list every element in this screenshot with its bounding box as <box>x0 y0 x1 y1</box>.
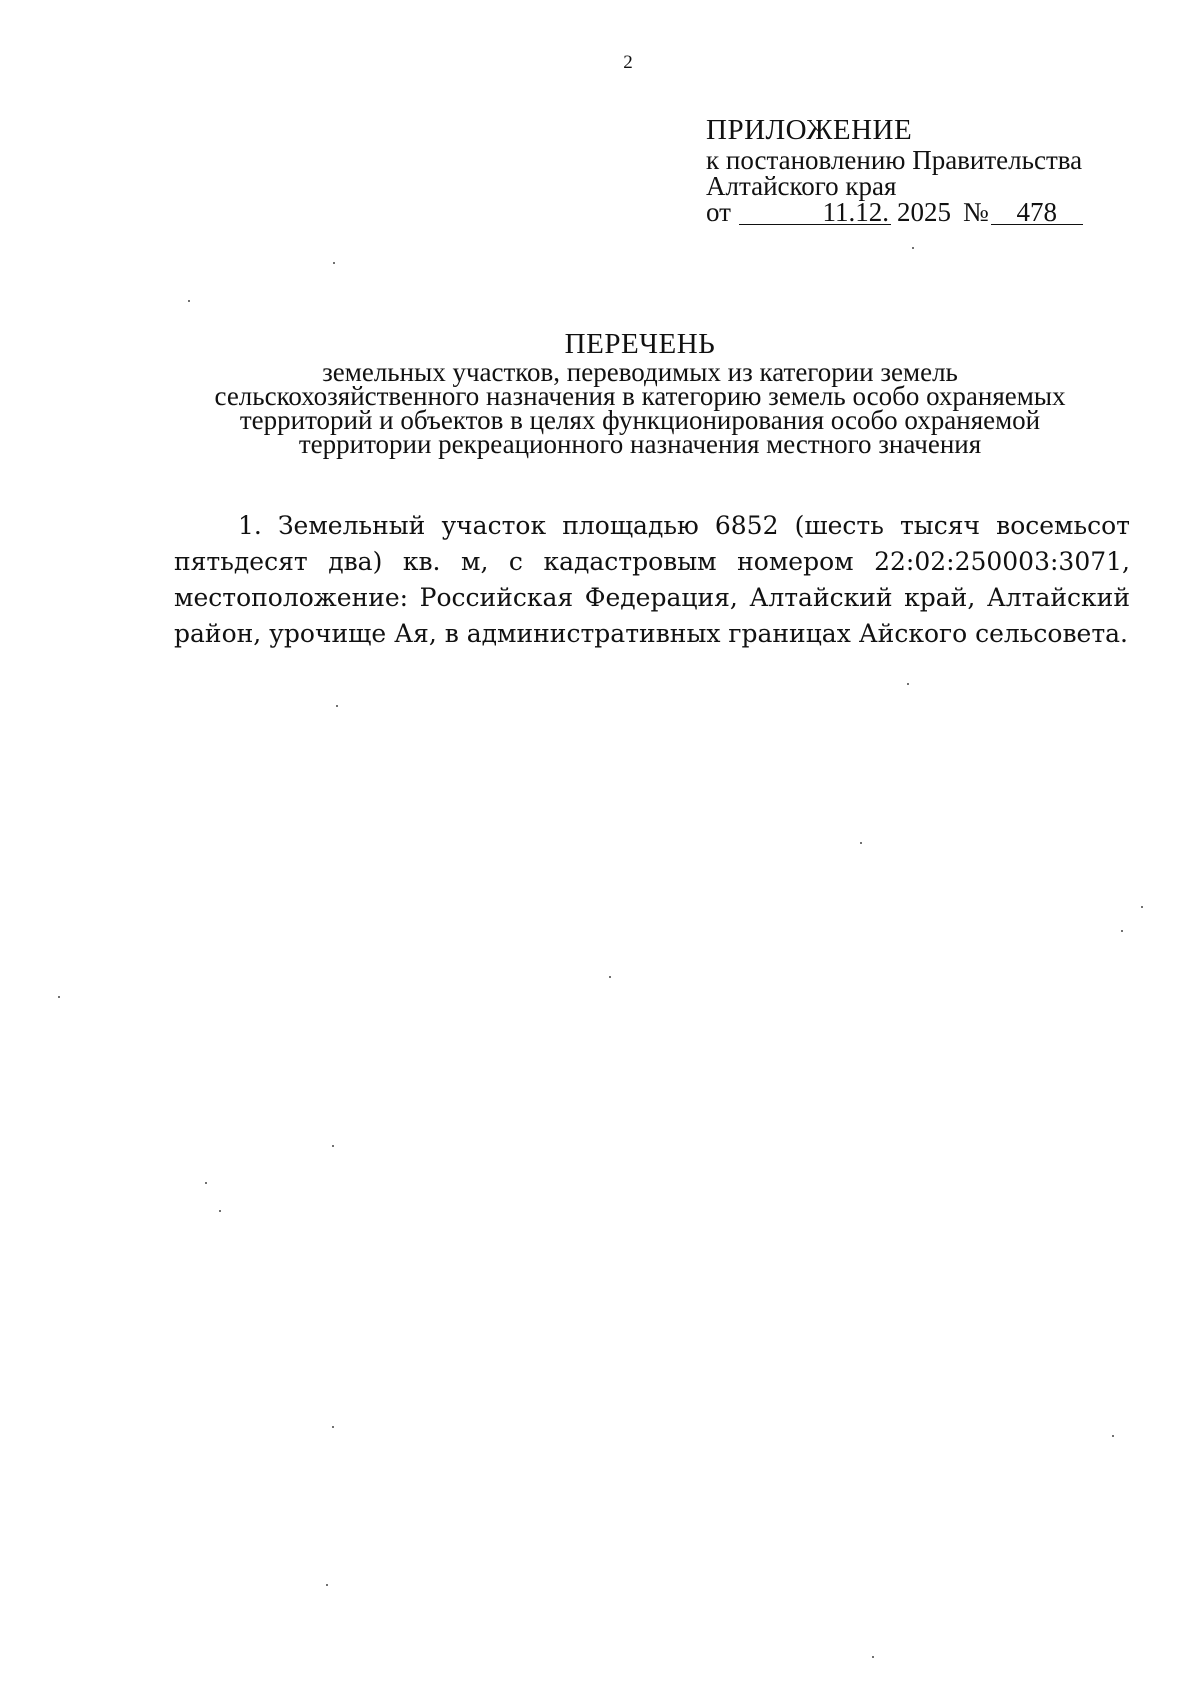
appendix-line-resolution: к постановлению Правительства <box>706 145 1083 175</box>
date-field: 11.12. <box>739 200 891 225</box>
scan-speck <box>188 300 190 302</box>
scan-speck <box>332 1145 334 1147</box>
land-plot-paragraph: 1. Земельный участок площадью 6852 (шесть тысяч восемьсот пятьдесят два) кв. м, с кадастровым номером 22:02:250003:3071, местоположение: Российская Федерация, Алтайский край, Алтайский район, урочище Ая, в административных границах Айского сельсовета. <box>174 511 1130 648</box>
document-body <box>174 508 1130 652</box>
number-sign: № <box>962 197 989 227</box>
appendix-line-region: Алтайского края <box>706 171 897 201</box>
heading-line: земельных участков, переводимых из категории земель <box>322 357 958 387</box>
appendix-date-line <box>706 199 1146 225</box>
page-number: 2 <box>623 52 633 73</box>
scan-speck <box>1121 930 1123 932</box>
heading-line: сельскохозяйственного назначения в категорию земель особо охраняемых <box>214 381 1066 411</box>
appendix-block <box>706 114 1146 225</box>
date-year: 2025 <box>896 197 951 227</box>
scan-speck <box>336 705 338 707</box>
scan-speck <box>860 842 862 844</box>
scan-speck <box>872 1656 874 1658</box>
heading-title: ПЕРЕЧЕНЬ <box>564 328 716 360</box>
list-heading <box>170 328 1110 459</box>
scan-speck <box>326 1584 328 1586</box>
scan-speck <box>332 1426 334 1428</box>
heading-line: территории рекреационного назначения местного значения <box>298 429 982 459</box>
date-prefix: от <box>706 197 731 227</box>
appendix-title: ПРИЛОЖЕНИЕ <box>706 114 913 146</box>
scan-speck <box>912 247 914 249</box>
resolution-number-field: 478 <box>991 200 1083 225</box>
scan-speck <box>58 996 60 998</box>
heading-line: территорий и объектов в целях функционирования особо охраняемой <box>239 405 1041 435</box>
scan-speck <box>1141 906 1143 908</box>
scan-speck <box>219 1210 221 1212</box>
scan-speck <box>1112 1435 1114 1437</box>
scan-speck <box>609 976 611 978</box>
scan-speck <box>907 683 909 685</box>
scan-speck <box>205 1182 207 1184</box>
scan-speck <box>333 262 335 264</box>
